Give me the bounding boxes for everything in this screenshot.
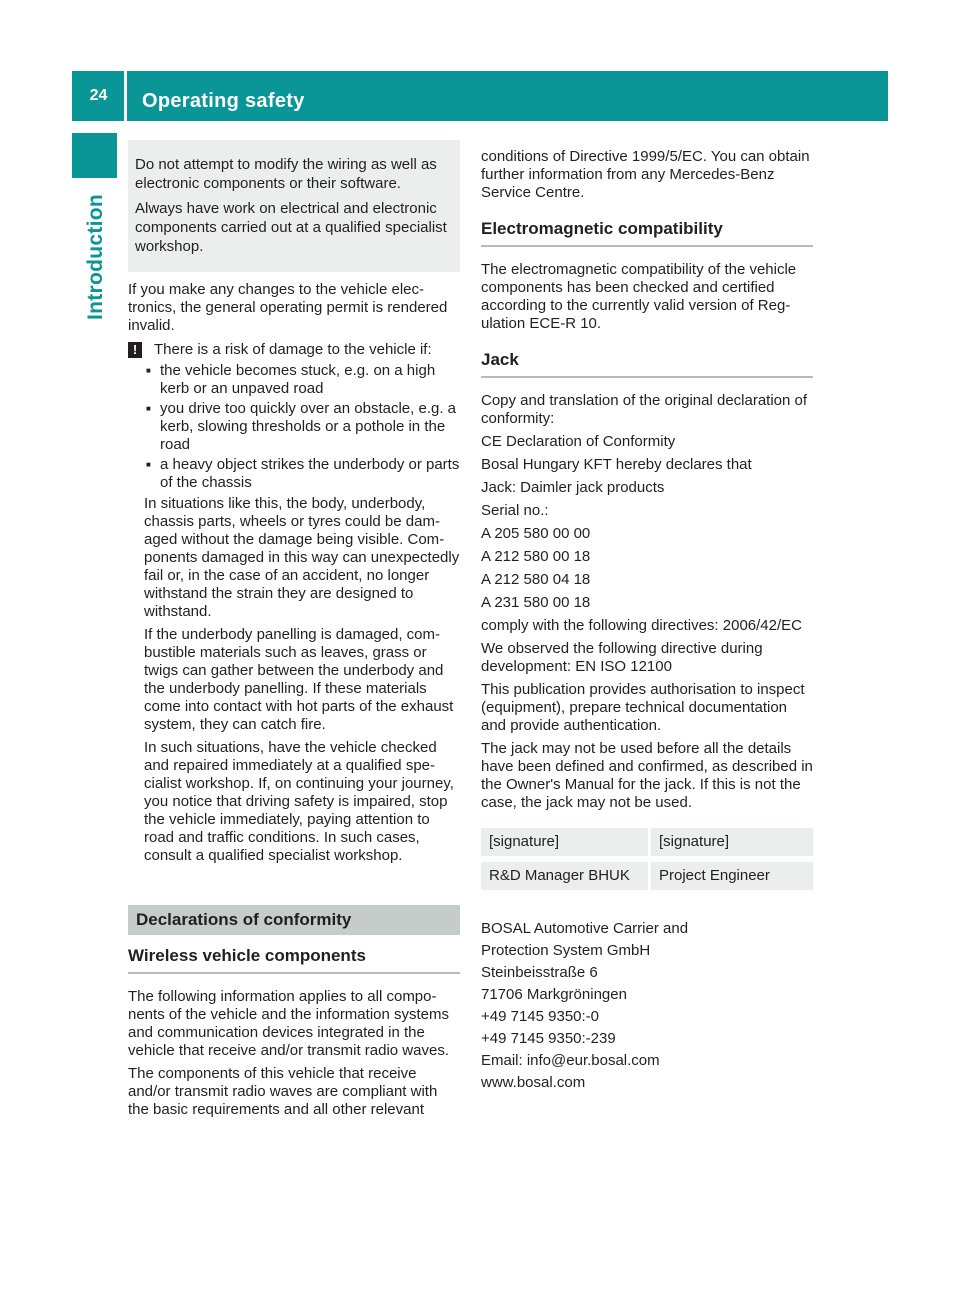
paragraph: Serial no.: — [481, 502, 549, 519]
paragraph: In situations like this, the body, underbody, chassis parts, wheels or tyres could be damaged without the damage being visible. Components damaged in this way can unexpectedly fail or, in the case of an accident, no longer withstand the strain they are designed to withstand. — [144, 495, 460, 620]
emc-heading: Electromagnetic compatibility — [481, 220, 813, 247]
section-tab-marker — [72, 133, 117, 178]
exclamation-warning-icon: ! — [128, 342, 142, 358]
paragraph: The components of this vehicle that receive and/or transmit radio waves are compliant with the basic requirements and all other relevant — [128, 1065, 438, 1118]
address-line: BOSAL Automotive Carrier and — [481, 920, 689, 937]
jack-heading: Jack — [481, 351, 813, 378]
table-cell: [signature] — [651, 828, 813, 856]
paragraph: Bosal Hungary KFT hereby declares that — [481, 456, 752, 473]
declarations-heading: Declarations of conformity — [128, 905, 460, 935]
paragraph: If the underbody panelling is damaged, combustible materials such as leaves, grass or twigs can gather between the underbody and the underbody panelling. If these materials come into contact with hot parts of the exhaust system, they can catch fire. — [144, 626, 454, 733]
address-line: 71706 Markgröningen — [481, 986, 627, 1003]
list-item: ■ a heavy object strikes the underbody or parts of the chassis — [144, 456, 460, 492]
table-cell: R&D Manager BHUK — [481, 862, 651, 890]
signature-table — [481, 822, 813, 896]
list-item: ■ you drive too quickly over an obstacle, e.g. a kerb, slowing thresholds or a pothole in the road — [144, 400, 460, 454]
page-title: Operating safety — [142, 90, 305, 112]
left-column — [128, 140, 460, 1124]
serial-number: A 212 580 00 18 — [481, 548, 591, 565]
paragraph: The jack may not be used before all the details have been defined and confirmed, as described in the Owner's Manual for the jack. If this is not the case, the jack may not be used. — [481, 740, 813, 811]
table-row — [481, 862, 813, 890]
table-cell: Project Engineer — [651, 862, 813, 890]
section-side-label: Introduction — [84, 193, 107, 321]
serial-number: A 212 580 04 18 — [481, 571, 591, 588]
serial-number: A 231 580 00 18 — [481, 594, 591, 611]
paragraph: conditions of Directive 1999/5/EC. You can obtain further information from any Mercedes-Benz Service Centre. — [481, 148, 810, 201]
paragraph: If you make any changes to the vehicle electronics, the general operating permit is rendered invalid. — [128, 281, 448, 334]
address-line: Email: info@eur.bosal.com — [481, 1052, 660, 1069]
paragraph: This publication provides authorisation to inspect (equipment), prepare technical documentation and provide authentication. — [481, 681, 805, 734]
table-cell: [signature] — [481, 828, 651, 856]
right-column — [481, 148, 813, 1096]
page-number: 24 — [89, 87, 108, 104]
paragraph: In such situations, have the vehicle checked and repaired immediately at a qualified specialist workshop. If, on continuing your journey, you notice that driving safety is impaired, stop the vehicle immediately, paying attention to road and traffic conditions. In such cases, consult a qualified specialist workshop. — [144, 739, 454, 864]
address-line: +49 7145 9350:-239 — [481, 1030, 616, 1047]
warning-intro: There is a risk of damage to the vehicle if: — [154, 341, 432, 358]
note-box — [128, 140, 460, 272]
paragraph: comply with the following directives: 2006/42/EC — [481, 617, 802, 634]
address-line: Protection System GmbH — [481, 942, 651, 959]
address-line: Steinbeisstraße 6 — [481, 964, 598, 981]
warning-block — [128, 341, 460, 359]
address-line: www.bosal.com — [481, 1074, 586, 1091]
header-divider — [124, 71, 127, 121]
address-block — [481, 920, 813, 1092]
table-row — [481, 828, 813, 856]
note-text: Always have work on electrical and electronic components carried out at a qualified specialist workshop. — [135, 200, 447, 255]
paragraph: The electromagnetic compatibility of the vehicle components has been checked and certified according to the currently valid version of Regulation ECE-R 10. — [481, 261, 797, 332]
paragraph: Jack: Daimler jack products — [481, 479, 665, 496]
serial-number: A 205 580 00 00 — [481, 525, 591, 542]
paragraph: Copy and translation of the original declaration of conformity: — [481, 392, 808, 427]
warning-list — [128, 362, 460, 492]
wireless-heading: Wireless vehicle components — [128, 947, 460, 974]
paragraph: CE Declaration of Conformity — [481, 433, 676, 450]
note-text: Do not attempt to modify the wiring as well as electronic components or their software. — [135, 156, 437, 192]
list-item: ■ the vehicle becomes stuck, e.g. on a high kerb or an unpaved road — [144, 362, 460, 398]
address-line: +49 7145 9350:-0 — [481, 1008, 600, 1025]
paragraph: The following information applies to all components of the vehicle and the information systems and communication devices integrated in the vehicle that receive and/or transmit radio waves. — [128, 988, 450, 1059]
paragraph: We observed the following directive during development: EN ISO 12100 — [481, 640, 763, 675]
